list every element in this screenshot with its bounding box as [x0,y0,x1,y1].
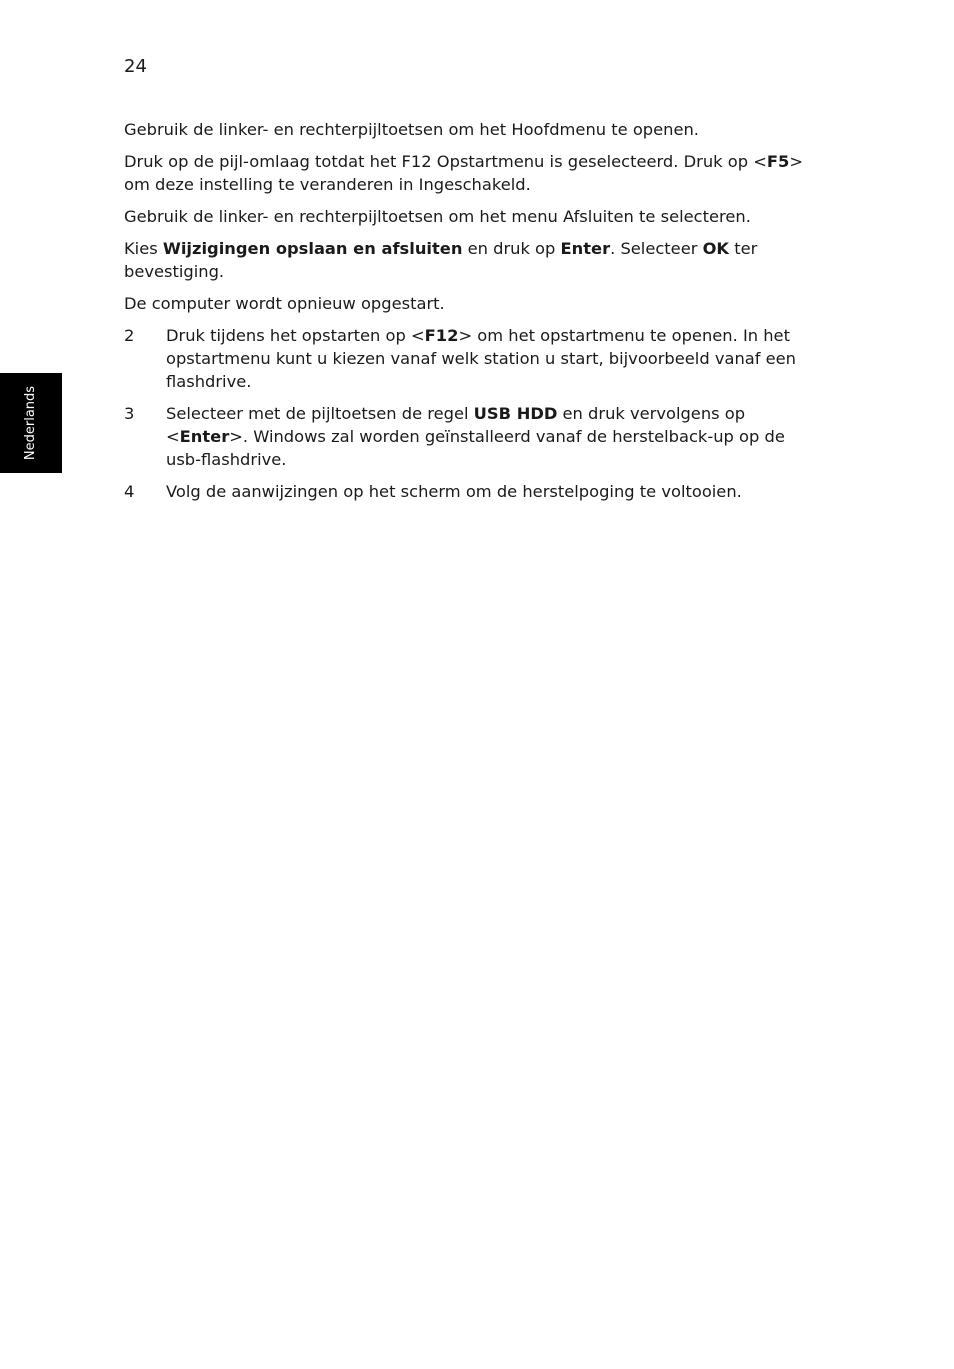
step-number: 4 [124,482,135,501]
paragraph-restart: De computer wordt opnieuw opgestart. [124,294,445,313]
option-save-and-exit: Wijzigingen opslaan en afsluiten [162,239,463,258]
language-tab-label: Nederlands [23,385,38,461]
step-number: 3 [124,404,135,423]
text-span: Druk tijdens het opstarten op < [166,326,425,345]
step-text [166,402,824,471]
text-span: en druk vervolgens op < [166,404,746,446]
paragraph-save-and-exit [124,237,824,283]
paragraph-select-exit-menu: Gebruik de linker- en rechterpijltoetsen om het menu Afsluiten te selecteren. [124,207,751,226]
step-item [124,324,824,393]
text-span: > om deze instelling te veranderen in Ingeschakeld. [124,152,803,194]
option-usb-hdd: USB HDD [473,404,558,423]
option-ok: OK [702,239,730,258]
text-span: Druk op de pijl-omlaag totdat het F12 Opstartmenu is geselecteerd. Druk op < [124,152,767,171]
key-f12: F12 [424,326,459,345]
paragraph-select-f12-menu [124,150,824,196]
key-f5: F5 [766,152,790,171]
step-text: Volg de aanwijzingen op het scherm om de herstelpoging te voltooien. [166,482,742,501]
text-span: > om het opstartmenu te openen. In het opstartmenu kunt u kiezen vanaf welk station u start, bijvoorbeeld vanaf een flashdrive. [166,326,796,391]
step-item [124,402,824,471]
language-side-tab [0,373,62,473]
text-span: . Selecteer [610,239,703,258]
instruction-content [124,118,824,512]
text-span: en druk op [462,239,561,258]
text-span: ter bevestiging. [124,239,758,281]
paragraph-open-main-menu: Gebruik de linker- en rechterpijltoetsen om het Hoofdmenu te openen. [124,120,699,139]
step-text [166,324,824,393]
step-item [124,480,824,503]
key-enter: Enter [560,239,611,258]
key-enter: Enter [179,427,230,446]
step-number: 2 [124,326,135,345]
text-span: Selecteer met de pijltoetsen de regel [166,404,474,423]
text-span: Kies [124,239,163,258]
page-number: 24 [124,56,147,77]
text-span: >. Windows zal worden geïnstalleerd vanaf de herstelback-up op de usb-flashdrive. [166,427,785,469]
